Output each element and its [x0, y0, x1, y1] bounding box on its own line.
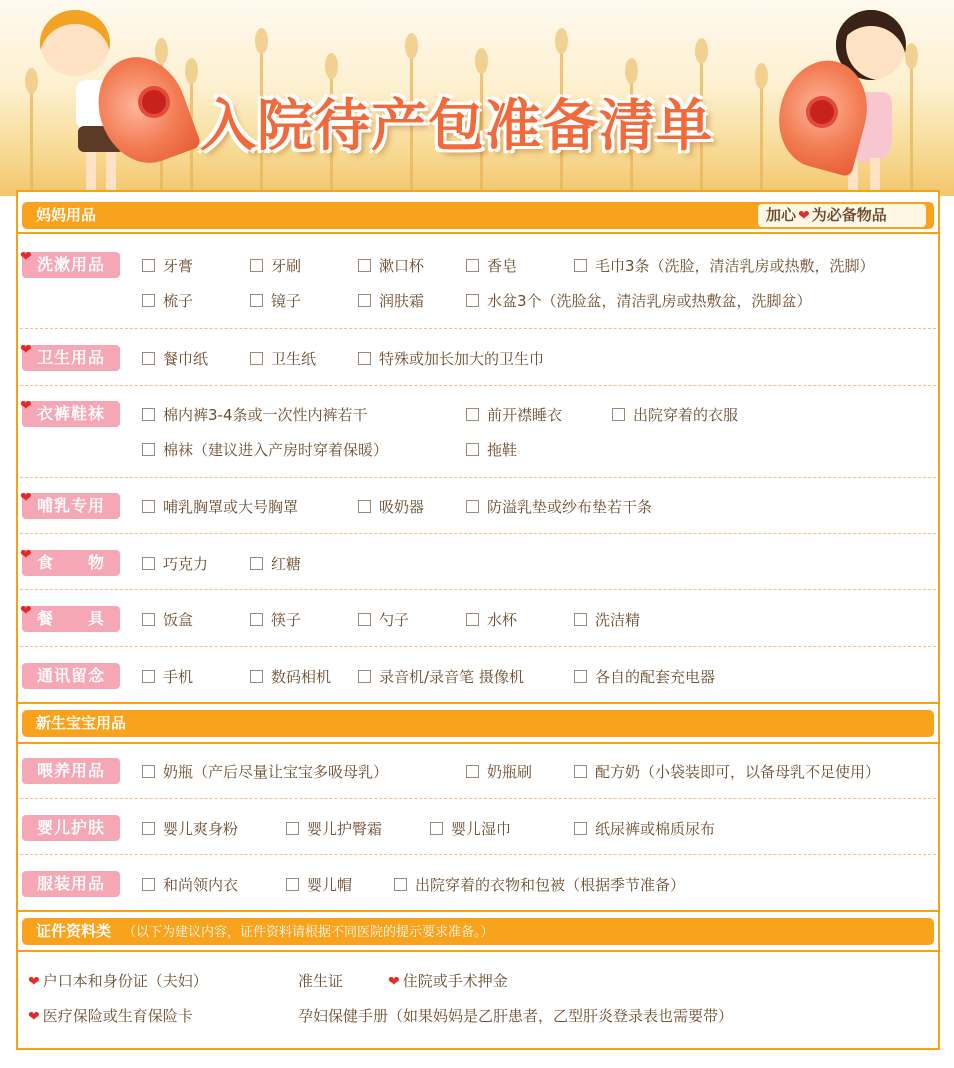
category-baby-skincare [22, 815, 120, 841]
checklist-item[interactable]: 饭盒 [142, 610, 193, 630]
checkbox[interactable] [250, 259, 263, 272]
category-label: 洗漱用品 [36, 255, 105, 274]
checkbox[interactable] [394, 878, 407, 891]
checklist-item[interactable]: 润肤霜 [358, 291, 424, 311]
checkbox[interactable] [358, 613, 371, 626]
checklist-item[interactable]: 牙膏 [142, 256, 193, 276]
doc-item: 准生证 [298, 972, 344, 990]
checkbox[interactable] [142, 294, 155, 307]
category-label: 哺乳专用 [36, 496, 105, 515]
category-label: 通讯留念 [36, 666, 105, 685]
category-hygiene [20, 342, 120, 371]
checklist-item[interactable]: 棉袜（建议进入产房时穿着保暖） [142, 440, 388, 460]
checklist-item[interactable]: 水杯 [466, 610, 517, 630]
checklist-item[interactable]: 水盆3个（洗脸盆，清洁乳房或热敷盆，洗脚盆） [466, 291, 812, 311]
checklist-item[interactable]: 婴儿帽 [286, 875, 352, 895]
checklist-item[interactable]: 香皂 [466, 256, 517, 276]
category-feeding [22, 758, 120, 784]
checkbox[interactable] [250, 557, 263, 570]
checklist-item[interactable]: 手机 [142, 667, 193, 687]
checkbox[interactable] [142, 765, 155, 778]
mom-section-header [22, 202, 934, 229]
baby-section-header [22, 710, 934, 737]
checklist-item[interactable]: 卫生纸 [250, 349, 316, 369]
heart-icon: ❤ [28, 1009, 40, 1025]
checkbox[interactable] [142, 408, 155, 421]
checkbox[interactable] [466, 500, 479, 513]
checkbox[interactable] [142, 557, 155, 570]
checkbox[interactable] [430, 822, 443, 835]
checklist-item[interactable]: 梳子 [142, 291, 193, 311]
legend-prefix: 加心 [766, 206, 797, 224]
checkbox[interactable] [142, 613, 155, 626]
doc-item: ❤ 户口本和身份证（夫妇） [28, 972, 208, 990]
boy-illustration [28, 6, 188, 196]
heart-icon: ❤ [798, 208, 810, 224]
checklist-item[interactable]: 奶瓶刷 [466, 762, 532, 782]
checklist-item[interactable]: 婴儿爽身粉 [142, 819, 238, 839]
heart-icon: ❤ [28, 974, 40, 990]
checklist-item[interactable]: 出院穿着的衣物和包被（根据季节准备） [394, 875, 685, 895]
checkbox[interactable] [466, 259, 479, 272]
checkbox[interactable] [250, 294, 263, 307]
category-nursing [20, 490, 120, 519]
category-clothing [20, 398, 120, 427]
checkbox[interactable] [466, 765, 479, 778]
checklist-card [16, 190, 940, 1050]
heart-icon: ❤ [20, 398, 33, 414]
checkbox[interactable] [574, 822, 587, 835]
heart-icon: ❤ [388, 974, 400, 990]
checklist-item[interactable]: 吸奶器 [358, 497, 424, 517]
checklist-item[interactable]: 勺子 [358, 610, 409, 630]
mom-section-title: 妈妈用品 [36, 206, 97, 224]
doc-item: 孕妇保健手册（如果妈妈是乙肝患者，乙型肝炎登录表也需要带） [298, 1007, 734, 1025]
checklist-item[interactable]: 牙刷 [250, 256, 301, 276]
docs-section-header [22, 918, 934, 945]
checklist-item[interactable]: 数码相机 [250, 667, 331, 687]
category-label: 衣裤鞋袜 [36, 404, 105, 423]
checkbox[interactable] [250, 613, 263, 626]
checklist-item[interactable]: 纸尿裤或棉质尿布 [574, 819, 715, 839]
checklist-item[interactable]: 拖鞋 [466, 440, 517, 460]
girl-illustration [780, 8, 940, 196]
checkbox[interactable] [358, 294, 371, 307]
checklist-item[interactable]: 前开襟睡衣 [466, 405, 562, 425]
checklist-item[interactable]: 婴儿湿巾 [430, 819, 511, 839]
docs-section-title-wrap [36, 918, 494, 946]
checkbox[interactable] [358, 500, 371, 513]
checkbox[interactable] [466, 294, 479, 307]
category-tableware [20, 603, 120, 632]
checklist-item[interactable]: 巧克力 [142, 554, 208, 574]
checkbox[interactable] [250, 670, 263, 683]
header-banner [0, 0, 954, 196]
checklist-item[interactable]: 各自的配套充电器 [574, 667, 715, 687]
checklist-item[interactable]: 哺乳胸罩或大号胸罩 [142, 497, 298, 517]
checkbox[interactable] [358, 670, 371, 683]
category-label: 卫生用品 [36, 348, 105, 367]
heart-icon: ❤ [20, 342, 33, 358]
checkbox[interactable] [466, 443, 479, 456]
checkbox[interactable] [574, 613, 587, 626]
checklist-item[interactable]: 毛巾3条（洗脸，清洁乳房或热敷，洗脚） [574, 256, 875, 276]
checkbox[interactable] [466, 408, 479, 421]
checkbox[interactable] [358, 352, 371, 365]
checklist-item[interactable]: 婴儿护臀霜 [286, 819, 382, 839]
checklist-item[interactable]: 餐巾纸 [142, 349, 208, 369]
checklist-item[interactable]: 棉内裤3-4条或一次性内裤若干 [142, 405, 368, 425]
checklist-item[interactable]: 配方奶（小袋装即可，以备母乳不足使用） [574, 762, 880, 782]
checkbox[interactable] [286, 878, 299, 891]
checkbox[interactable] [466, 613, 479, 626]
checklist-item[interactable]: 和尚领内衣 [142, 875, 238, 895]
checklist-item[interactable]: 奶瓶（产后尽量让宝宝多吸母乳） [142, 762, 388, 782]
category-label: 餐 具 [36, 609, 105, 628]
category-label: 食 物 [36, 553, 105, 572]
heart-icon: ❤ [20, 603, 33, 619]
category-baby-clothing [22, 871, 120, 897]
docs-section-note: （以下为建议内容，证件资料请根据不同医院的提示要求准备。） [123, 925, 494, 940]
checkbox[interactable] [142, 822, 155, 835]
checklist-item[interactable]: 漱口杯 [358, 256, 424, 276]
category-communication [22, 663, 120, 689]
doc-item: ❤ 住院或手术押金 [388, 972, 508, 990]
checkbox[interactable] [250, 352, 263, 365]
category-food [20, 547, 120, 576]
checklist-item[interactable]: 洗洁精 [574, 610, 640, 630]
checkbox[interactable] [142, 500, 155, 513]
category-label: 喂养用品 [36, 761, 105, 780]
heart-icon: ❤ [20, 547, 33, 563]
checkbox[interactable] [358, 259, 371, 272]
checkbox[interactable] [574, 259, 587, 272]
checklist-item[interactable]: 红糖 [250, 554, 301, 574]
checkbox[interactable] [142, 259, 155, 272]
checkbox[interactable] [574, 670, 587, 683]
checkbox[interactable] [142, 443, 155, 456]
checklist-item[interactable]: 筷子 [250, 610, 301, 630]
category-toiletries [20, 249, 120, 278]
baby-section-title: 新生宝宝用品 [36, 714, 127, 732]
checklist-item[interactable]: 录音机/录音笔 摄像机 [358, 667, 524, 687]
category-label: 婴儿护肤 [36, 818, 105, 837]
checkbox[interactable] [142, 670, 155, 683]
docs-section-title: 证件资料类 [36, 922, 112, 940]
checkbox[interactable] [142, 352, 155, 365]
checklist-item[interactable]: 出院穿着的衣服 [612, 405, 738, 425]
checkbox[interactable] [574, 765, 587, 778]
checklist-item[interactable]: 镜子 [250, 291, 301, 311]
checklist-item[interactable]: 防溢乳垫或纱布垫若干条 [466, 497, 652, 517]
heart-icon: ❤ [20, 490, 33, 506]
checkbox[interactable] [286, 822, 299, 835]
checkbox[interactable] [142, 878, 155, 891]
doc-item: ❤ 医疗保险或生育保险卡 [28, 1007, 193, 1025]
checkbox[interactable] [612, 408, 625, 421]
legend [758, 204, 926, 227]
legend-suffix: 为必备物品 [811, 206, 887, 224]
page-title: 入院待产包准备清单 [200, 94, 713, 159]
checklist-item[interactable]: 特殊或加长加大的卫生巾 [358, 349, 544, 369]
heart-icon: ❤ [20, 249, 33, 265]
category-label: 服装用品 [36, 874, 105, 893]
